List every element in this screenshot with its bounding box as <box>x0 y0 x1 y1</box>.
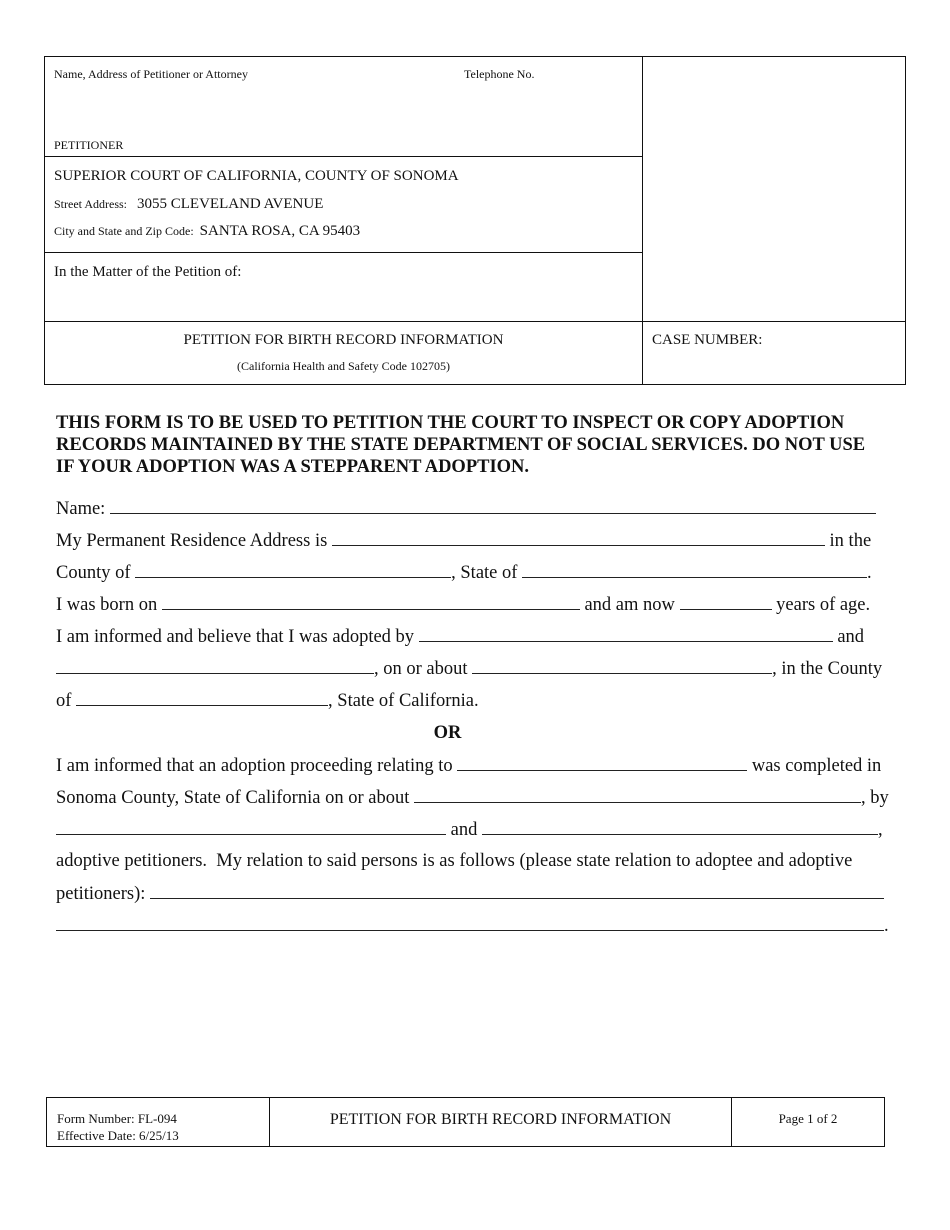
relation-field[interactable] <box>150 883 884 899</box>
completed-in-label: was completed in <box>751 756 882 776</box>
birth-date-field[interactable] <box>162 594 580 610</box>
case-number-label: CASE NUMBER: <box>652 332 763 348</box>
residence-line <box>56 530 871 552</box>
street-address-row <box>54 195 323 213</box>
street-address-value: 3055 CLEVELAND AVENUE <box>137 196 324 212</box>
county-field[interactable] <box>135 562 451 578</box>
proceeding-prefix: I am informed that an adoption proceeding relating to <box>56 756 453 776</box>
telephone-label: Telephone No. <box>464 67 535 81</box>
name-label: Name: <box>56 499 106 519</box>
residence-suffix: in the <box>829 531 872 551</box>
county-line-period: . <box>867 563 872 583</box>
proceeding-line <box>56 755 881 777</box>
warning-text: THIS FORM IS TO BE USED TO PETITION THE COURT TO INSPECT OR COPY ADOPTION RECORDS MAINTAINED BY THE STATE DEPARTMENT OF SOCIAL SERVICES. DO NOT USE IF YOUR ADOPTION WAS A STEPPARENT ADOPTION. <box>56 413 866 477</box>
by-word: , by <box>860 788 889 808</box>
adoption-date-line <box>56 658 882 680</box>
street-address-label: Street Address: <box>54 197 127 211</box>
residence-address-field[interactable] <box>332 530 825 546</box>
proceeding-date-field[interactable] <box>414 787 861 803</box>
county-state-line <box>56 562 872 584</box>
city-state-zip-row <box>54 222 360 240</box>
sonoma-date-line <box>56 787 889 809</box>
sonoma-prefix: Sonoma County, State of California on or about <box>56 788 410 808</box>
city-state-zip-value: SANTA ROSA, CA 95403 <box>199 223 361 239</box>
born-prefix: I was born on <box>56 595 158 615</box>
and-word-2: and <box>450 820 478 840</box>
city-state-zip-label: City and State and Zip Code: <box>54 224 194 238</box>
footer-title: PETITION FOR BIRTH RECORD INFORMATION <box>329 1111 672 1128</box>
age-mid: and am now <box>584 595 675 615</box>
adoptive-text-line: adoptive petitioners. My relation to said persons is as follows (please state relation to adoptee and adoptive <box>56 851 853 871</box>
name-field[interactable] <box>110 498 876 514</box>
in-county-label: , in the County <box>772 659 883 679</box>
age-field[interactable] <box>680 594 772 610</box>
or-divider: OR <box>433 723 462 743</box>
adopter-1-field[interactable] <box>419 626 833 642</box>
county-prefix: County of <box>56 563 131 583</box>
petitioners-comma: , <box>877 820 883 840</box>
court-name: SUPERIOR COURT OF CALIFORNIA, COUNTY OF SONOMA <box>54 168 459 184</box>
form-number: Form Number: FL-094 <box>57 1111 177 1126</box>
on-or-about-1: , on or about <box>374 659 468 679</box>
relation-continuation-field[interactable] <box>56 915 884 931</box>
adoption-county-line <box>56 690 479 712</box>
of-word: of <box>56 691 72 711</box>
adoption-date-field[interactable] <box>472 658 772 674</box>
petitioner-1-field[interactable] <box>56 819 446 835</box>
effective-date: Effective Date: 6/25/13 <box>57 1128 179 1143</box>
petitioners-prefix: petitioners): <box>56 884 146 904</box>
birth-line <box>56 594 870 616</box>
relation-line <box>56 883 884 905</box>
adoption-county-field[interactable] <box>76 690 328 706</box>
age-suffix: years of age. <box>776 595 871 615</box>
adopted-prefix: I am informed and believe that I was adopted by <box>56 627 415 647</box>
petitioners-names-line <box>56 819 883 841</box>
state-field[interactable] <box>522 562 867 578</box>
form-title: PETITION FOR BIRTH RECORD INFORMATION <box>183 332 504 348</box>
petitioner-2-field[interactable] <box>482 819 878 835</box>
adopter-2-field[interactable] <box>56 658 374 674</box>
matter-label: In the Matter of the Petition of: <box>54 264 242 280</box>
petitioner-label: Name, Address of Petitioner or Attorney <box>54 67 248 81</box>
and-word-1: and <box>837 627 865 647</box>
state-ca-label: , State of California. <box>328 691 479 711</box>
adoptee-field[interactable] <box>457 755 747 771</box>
relation-period: . <box>884 916 889 936</box>
name-line <box>56 498 876 520</box>
relation-continuation-line <box>56 915 889 937</box>
state-prefix: , State of <box>451 563 518 583</box>
page-number: Page 1 of 2 <box>778 1111 838 1126</box>
petitioner-role-label: PETITIONER <box>54 138 124 152</box>
adopted-by-line <box>56 626 864 648</box>
code-reference: (California Health and Safety Code 102705) <box>237 359 450 373</box>
residence-prefix: My Permanent Residence Address is <box>56 531 328 551</box>
